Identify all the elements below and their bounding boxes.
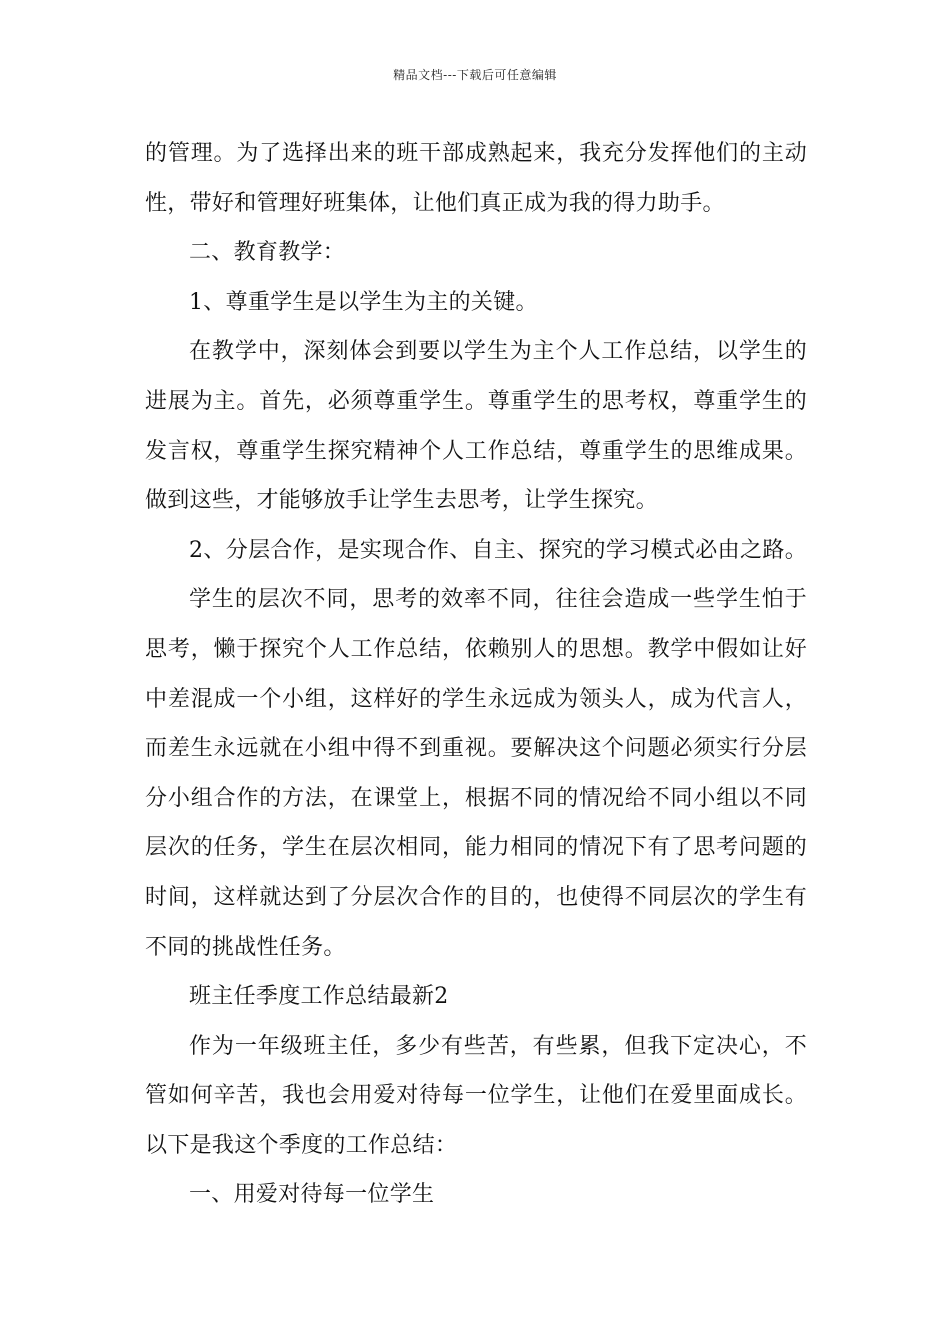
subsection-heading: 1、尊重学生是以学生为主的关键。 [189, 289, 538, 315]
text-line: 作为一年级班主任，多少有些苦，有些累，但我下定决心，不 [189, 1033, 807, 1059]
article-title: 班主任季度工作总结最新2 [189, 984, 449, 1010]
page-header: 精品文档---下载后可任意编辑 [393, 68, 557, 82]
text-line: 思考，懒于探究个人工作总结，依赖别人的思想。教学中假如让好 [145, 636, 807, 662]
text-line: 发言权，尊重学生探究精神个人工作总结，尊重学生的思维成果。 [145, 438, 807, 464]
section-heading: 二、教育教学： [189, 240, 346, 266]
text-line: 做到这些，才能够放手让学生去思考，让学生探究。 [145, 488, 658, 514]
text-line: 时间，这样就达到了分层次合作的目的，也使得不同层次的学生有 [145, 884, 807, 910]
text-line: 不同的挑战性任务。 [145, 934, 346, 960]
text-line: 而差生永远就在小组中得不到重视。要解决这个问题必须实行分层 [145, 736, 807, 762]
text-line: 学生的层次不同，思考的效率不同，往往会造成一些学生怕于 [189, 587, 807, 613]
text-line: 层次的任务，学生在层次相同，能力相同的情况下有了思考问题的 [145, 835, 807, 861]
text-line: 管如何辛苦，我也会用爱对待每一位学生，让他们在爱里面成长。 [145, 1083, 807, 1109]
text-line: 性，带好和管理好班集体，让他们真正成为我的得力助手。 [145, 190, 725, 216]
text-line: 以下是我这个季度的工作总结： [145, 1132, 458, 1158]
text-line: 进展为主。首先，必须尊重学生。尊重学生的思考权，尊重学生的 [145, 388, 807, 414]
text-line: 在教学中，深刻体会到要以学生为主个人工作总结，以学生的 [189, 339, 807, 365]
section-heading: 一、用爱对待每一位学生 [189, 1182, 435, 1208]
document-body [145, 129, 807, 1220]
subsection-heading: 2、分层合作，是实现合作、自主、探究的学习模式必由之路。 [189, 537, 807, 563]
text-line: 的管理。为了选择出来的班干部成熟起来，我充分发挥他们的主动 [145, 141, 807, 166]
text-line: 分小组合作的方法，在课堂上，根据不同的情况给不同小组以不同 [145, 785, 807, 811]
text-line: 中差混成一个小组，这样好的学生永远成为领头人，成为代言人， [145, 686, 807, 712]
